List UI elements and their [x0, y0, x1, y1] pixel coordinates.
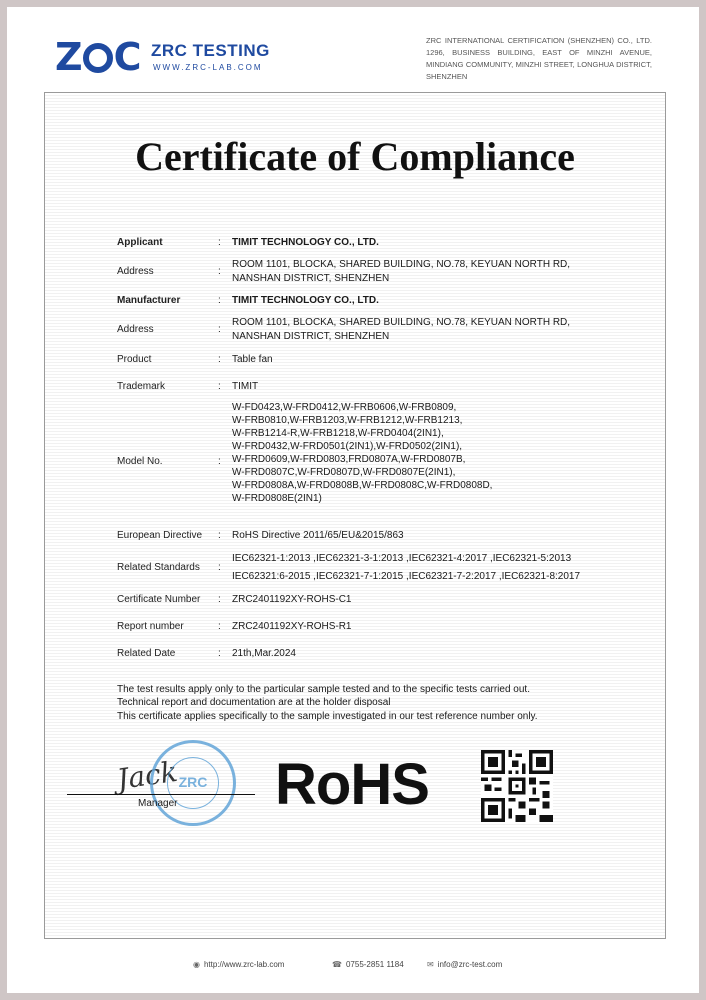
colon: :	[218, 237, 221, 248]
note-line: The test results apply only to the particular sample tested and to the specific tests carried out.	[117, 684, 530, 695]
footer-website[interactable]	[193, 960, 284, 969]
manufacturer-value: TIMIT TECHNOLOGY CO., LTD.	[232, 295, 379, 306]
note-line: This certificate applies specifically to the sample investigated in our test reference number only.	[117, 710, 538, 722]
colon: :	[218, 456, 221, 467]
seal-text: ZRC	[178, 774, 208, 790]
mail-icon: ✉	[427, 960, 434, 969]
report-number-value: ZRC2401192XY-ROHS-R1	[232, 621, 352, 632]
colon: :	[218, 594, 221, 605]
phone-text: 0755-2851 1184	[345, 960, 404, 969]
address-label: Address	[117, 324, 154, 335]
cert-number-value: ZRC2401192XY-ROHS-C1	[232, 594, 352, 605]
qr-code-icon	[481, 750, 553, 822]
trademark-value: TIMIT	[232, 381, 259, 392]
date-value: 21th,Mar.2024	[232, 648, 296, 659]
signature-line	[67, 794, 255, 795]
applicant-label: Applicant	[117, 237, 163, 248]
signature: Jack	[114, 754, 180, 797]
model-label: Model No.	[117, 456, 163, 467]
footer-phone	[332, 960, 404, 969]
zrc-logo	[55, 35, 295, 85]
certificate-page	[7, 7, 699, 993]
colon: :	[218, 621, 221, 632]
address-line: NANSHAN DISTRICT, SHENZHEN	[232, 331, 390, 342]
signature-label: Manager	[138, 798, 178, 809]
product-label: Product	[117, 354, 152, 365]
company-seal	[150, 740, 236, 826]
brand-name: ZRC TESTING	[151, 41, 270, 60]
address-line: NANSHAN DISTRICT, SHENZHEN	[232, 273, 390, 284]
logo-mark: Z C	[55, 35, 141, 79]
brand-url: WWW.ZRC-LAB.COM	[153, 63, 263, 72]
rohs-mark: RoHS	[275, 752, 429, 817]
colon: :	[218, 381, 221, 392]
model-line: W-FRD0432,W-FRD0501(2IN1),W-FRD0502(2IN1),	[232, 441, 463, 452]
directive-label: European Directive	[117, 530, 203, 541]
standards-line: IEC62321:6-2015 ,IEC62321-7-1:2015 ,IEC62321-7-2:2017 ,IEC62321-8:2017	[232, 571, 581, 582]
footer-email[interactable]	[427, 960, 502, 969]
phone-icon: ☎	[332, 960, 342, 969]
page-title: Certificate of Compliance	[135, 134, 575, 179]
colon: :	[218, 354, 221, 365]
colon: :	[218, 266, 221, 277]
address-line: ROOM 1101, BLOCKA, SHARED BUILDING, NO.78, KEYUAN NORTH RD,	[232, 317, 571, 328]
standards-line: IEC62321-1:2013 ,IEC62321-3-1:2013 ,IEC62321-4:2017 ,IEC62321-5:2013	[232, 553, 572, 564]
applicant-value: TIMIT TECHNOLOGY CO., LTD.	[232, 237, 379, 248]
colon: :	[218, 295, 221, 306]
website-text: http://www.zrc-lab.com	[203, 960, 285, 969]
model-line: W-FRD0609,W-FRD0803,FRD0807A,W-FRD0807B,	[232, 454, 466, 465]
cert-number-label: Certificate Number	[117, 594, 201, 605]
model-line: W-FRD0808A,W-FRD0808B,W-FRD0808C,W-FRD0808D,	[232, 480, 493, 491]
colon: :	[218, 648, 221, 659]
model-line: W-FRB0810,W-FRB1203,W-FRB1212,W-FRB1213,	[232, 415, 463, 426]
colon: :	[218, 324, 221, 335]
directive-value: RoHS Directive 2011/65/EU&2015/863	[232, 530, 404, 541]
address-label: Address	[117, 266, 154, 277]
globe-icon: ◉	[193, 960, 200, 969]
date-label: Related Date	[117, 648, 176, 659]
product-value: Table fan	[232, 354, 273, 365]
manufacturer-label: Manufacturer	[117, 295, 181, 306]
compliance-notes	[117, 683, 538, 723]
standards-label: Related Standards	[117, 562, 200, 573]
header-address: ZRC INTERNATIONAL CERTIFICATION (SHENZHEN) CO., LTD. 1296, BUSINESS BUILDING, EAST OF MINZHI AVENUE, MINDIANG COMMUNITY, MINZHI STREET, LONGHUA DISTRICT, SHENZHEN	[426, 36, 652, 81]
report-number-label: Report number	[117, 621, 184, 632]
colon: :	[218, 530, 221, 541]
model-line: W-FRD0807C,W-FRD0807D,W-FRD0807E(2IN1),	[232, 467, 456, 478]
email-text: info@zrc-test.com	[437, 960, 503, 969]
address-line: ROOM 1101, BLOCKA, SHARED BUILDING, NO.78, KEYUAN NORTH RD,	[232, 259, 571, 270]
model-line: W-FRB1214-R,W-FRB1218,W-FRD0404(2IN1),	[232, 428, 444, 439]
model-line: W-FRD0808E(2IN1)	[232, 493, 322, 504]
colon: :	[218, 562, 221, 573]
note-line: Technical report and documentation are at the holder disposal	[117, 697, 391, 709]
trademark-label: Trademark	[117, 381, 165, 392]
model-line: W-FD0423,W-FRD0412,W-FRB0606,W-FRB0809,	[232, 402, 457, 413]
